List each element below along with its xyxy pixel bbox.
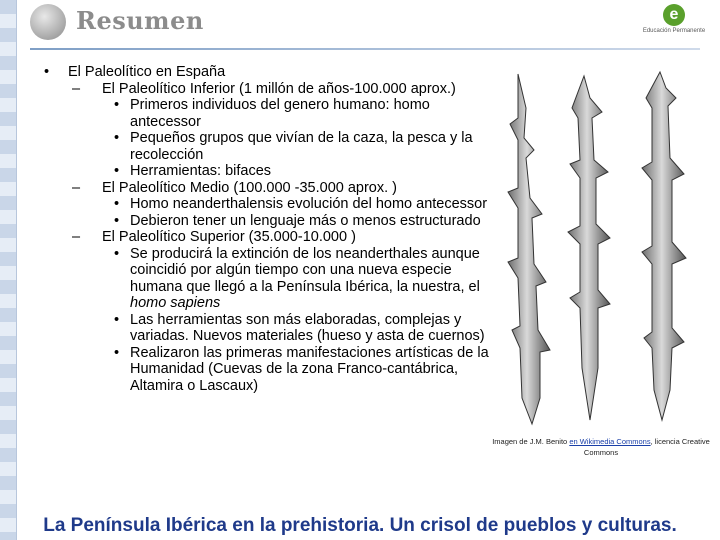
page-title: Resumen xyxy=(76,6,204,35)
section-heading: – El Paleolítico Superior (35.000-10.000 ) xyxy=(44,229,489,246)
slide-content xyxy=(44,64,489,394)
wikimedia-link[interactable]: en Wikimedia Commons xyxy=(569,437,651,446)
list-item-text: Realizaron las primeras manifestaciones artísticas de la Humanidad (Cuevas de la zona Franco-cantábrica, Altamira o Lascaux) xyxy=(130,344,489,394)
footer-title: La Península Ibérica en la prehistoria. Un crisol de pueblos y culturas. xyxy=(43,515,677,536)
list-item: • Homo neanderthalensis evolución del homo antecessor xyxy=(114,196,488,212)
section-heading: – El Paleolítico Inferior (1 millón de años-100.000 aprox.) xyxy=(44,81,489,98)
harpoon-left xyxy=(508,74,550,424)
section-heading-text: El Paleolítico Medio (100.000 -35.000 aprox. ) xyxy=(102,179,398,196)
section-heading-text: El Paleolítico Superior (35.000-10.000 ) xyxy=(102,229,356,245)
italic-term: homo sapiens xyxy=(130,295,221,311)
list-item-text: Primeros individuos del genero humano: homo antecessor xyxy=(130,97,430,130)
header-divider xyxy=(30,48,700,50)
main-bullet-text: El Paleolítico en España xyxy=(68,64,226,80)
list-item-text-main: Se producirá la extinción de los neanderthales aunque coincidió por algún tiempo con una nueva especie humana que llegó a la Península Ibérica, la nuestra, el xyxy=(130,245,480,295)
list-item: • Realizaron las primeras manifestaciones artísticas de la Humanidad (Cuevas de la zona Franco-cantábrica, Altamira o Lascaux) xyxy=(114,344,489,394)
harpoon-middle xyxy=(568,76,610,420)
section-heading-text: El Paleolítico Inferior (1 millón de años-100.000 aprox.) xyxy=(102,80,456,97)
section-heading: – El Paleolítico Medio (100.000 -35.000 aprox. ) xyxy=(44,180,489,197)
harpoon-illustration xyxy=(490,68,712,430)
list-item-text: Las herramientas son más elaboradas, complejas y variadas. Nuevos materiales (hueso y asta de cuernos) xyxy=(130,311,485,344)
list-item: • Las herramientas son más elaboradas, complejas y variadas. Nuevos materiales (hueso y asta de cuernos) xyxy=(44,312,489,345)
list-item: • Herramientas: bifaces xyxy=(44,163,489,180)
list-item: • Primeros individuos del genero humano: homo antecessor xyxy=(44,97,489,130)
main-bullet xyxy=(44,64,489,81)
credit-suffix: , licencia Creative Commons xyxy=(583,437,710,457)
list-item-text: Pequeños grupos que vivían de la caza, la pesca y la recolección xyxy=(130,130,473,163)
globe-logo-icon xyxy=(30,4,66,40)
list-item-text xyxy=(130,246,489,312)
list-item: • Pequeños grupos que vivían de la caza, la pesca y la recolección xyxy=(44,130,489,163)
decorative-side-strip xyxy=(0,0,17,540)
list-item-text: Herramientas: bifaces xyxy=(130,163,272,179)
credit-prefix: Imagen de J.M. Benito xyxy=(492,437,570,446)
list-item: • Se producirá la extinción de los neanderthales aunque coincidió por algún tiempo con una nueva especie humana que llegó a la Península Ibérica, la nuestra, el homo sapiens xyxy=(44,246,489,312)
image-credit xyxy=(484,436,718,458)
list-item: • Debieron tener un lenguaje más o menos estructurado xyxy=(44,213,489,230)
brand-logo xyxy=(638,4,710,44)
brand-text: Educación Permanente xyxy=(642,28,706,34)
list-item-text: Debieron tener un lenguaje más o menos estructurado xyxy=(130,212,481,229)
list-item-text: Homo neanderthalensis evolución del homo antecessor xyxy=(130,196,488,212)
harpoon-right xyxy=(642,72,686,420)
header xyxy=(16,0,720,48)
brand-e-icon: e xyxy=(663,4,685,26)
